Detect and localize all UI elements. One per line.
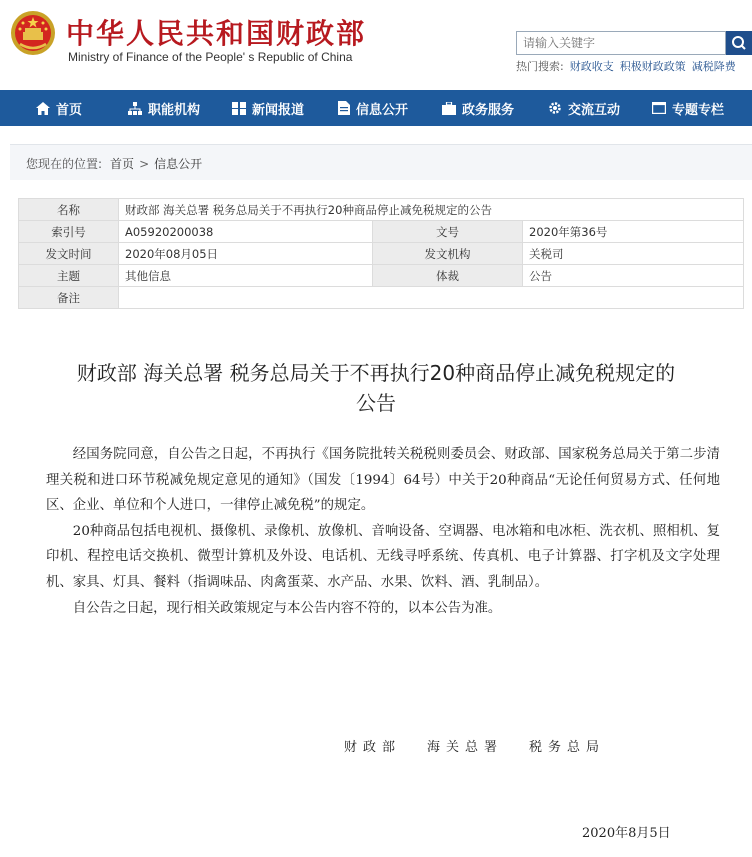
hot-search-label: 热门搜索: — [516, 60, 564, 73]
nav-item-label: 首页 — [56, 102, 83, 118]
nav-item-news[interactable] — [232, 90, 304, 126]
site-title[interactable]: 中华人民共和国财政部 — [66, 17, 367, 50]
search-icon — [726, 31, 752, 55]
signatory: 财政部 — [344, 740, 402, 755]
breadcrumb-prefix: 您现在的位置: — [26, 157, 103, 171]
nav-item-topics[interactable] — [652, 90, 724, 126]
breadcrumb — [26, 155, 202, 172]
article-paragraph: 20种商品包括电视机、摄像机、录像机、放像机、音响设备、空调器、电冰箱和电冰柜、洗衣机、照相机、复印机、程控电话交换机、微型计算机及外设、电话机、无线寻呼系统、传真机、电子计算器、打字机及文字处理机、家具、灯具、餐料（指调味品、肉禽蛋菜、水产品、水果、饮料、酒、乳制品）。 — [46, 523, 720, 590]
meta-label-topic: 主题 — [19, 265, 119, 287]
meta-value-name: 财政部 海关总署 税务总局关于不再执行20种商品停止减免税规定的公告 — [119, 199, 744, 221]
nav-item-interaction[interactable] — [548, 90, 620, 126]
meta-label-name: 名称 — [19, 199, 119, 221]
hot-search — [516, 59, 752, 75]
meta-label-doc-no: 文号 — [373, 221, 523, 243]
meta-label-date: 发文时间 — [19, 243, 119, 265]
table-row — [19, 265, 744, 287]
document-icon — [338, 101, 350, 115]
meta-value-genre: 公告 — [523, 265, 744, 287]
org-chart-icon — [128, 102, 142, 115]
breadcrumb-home-link[interactable]: 首页 — [110, 157, 135, 171]
home-icon — [36, 102, 50, 115]
window-icon — [652, 102, 666, 114]
nav-item-label: 专题专栏 — [672, 102, 725, 118]
meta-label-org: 发文机构 — [373, 243, 523, 265]
nav-item-label: 政务服务 — [462, 102, 515, 118]
meta-value-doc-no: 2020年第36号 — [523, 221, 744, 243]
hot-search-link[interactable]: 财政收支 — [569, 60, 614, 73]
nav-item-label: 新闻报道 — [252, 102, 305, 118]
nav-item-label: 职能机构 — [148, 102, 201, 118]
breadcrumb-bar — [10, 144, 752, 180]
briefcase-icon — [442, 102, 456, 115]
publish-date: 2020年8月5日 — [582, 826, 671, 841]
article-paragraph: 自公告之日起，现行相关政策规定与本公告内容不符的，以本公告为准。 — [72, 600, 502, 616]
meta-value-remark — [119, 287, 744, 309]
meta-label-index: 索引号 — [19, 221, 119, 243]
breadcrumb-separator: > — [139, 157, 150, 171]
hot-search-link[interactable]: 减税降费 — [691, 60, 736, 73]
meta-value-topic: 其他信息 — [119, 265, 373, 287]
article-title — [20, 358, 732, 418]
signatory: 税务总局 — [529, 740, 606, 755]
meta-label-remark: 备注 — [19, 287, 119, 309]
meta-label-genre: 体裁 — [373, 265, 523, 287]
signatory: 海关总署 — [427, 740, 504, 755]
site-subtitle: Ministry of Finance of the People' s Republic of China — [68, 50, 353, 64]
main-nav — [0, 90, 752, 126]
nav-item-info-public[interactable] — [338, 90, 408, 126]
nav-item-services[interactable] — [442, 90, 514, 126]
search-input[interactable] — [516, 31, 726, 55]
news-grid-icon — [232, 102, 246, 115]
meta-value-org: 关税司 — [523, 243, 744, 265]
national-emblem-icon[interactable] — [10, 10, 56, 56]
signatories — [344, 736, 631, 755]
breadcrumb-info-public-link[interactable]: 信息公开 — [154, 157, 203, 171]
site-header — [0, 0, 752, 90]
meta-value-date: 2020年08月05日 — [119, 243, 373, 265]
search-button[interactable] — [726, 31, 752, 55]
table-row — [19, 199, 744, 221]
hot-search-link[interactable]: 积极财政政策 — [619, 60, 686, 73]
article-paragraph: 经国务院同意，自公告之日起，不再执行《国务院批转关税税则委员会、财政部、国家税务总局关于第二步清理关税和进口环节税减免规定意见的通知》（国发〔1994〕64号）中关于20种商品“无论任何贸易方式、任何地区、企业、单位和个人进口，一律停止减免税”的规定。 — [46, 447, 720, 514]
table-row — [19, 243, 744, 265]
nav-item-functions[interactable] — [128, 90, 200, 126]
article-title-line: 财政部 海关总署 税务总局关于不再执行20种商品停止减免税规定的 — [76, 361, 676, 385]
gear-icon — [548, 101, 562, 115]
document-metadata-table — [18, 198, 744, 309]
nav-item-home[interactable] — [36, 90, 82, 126]
nav-item-label: 交流互动 — [568, 102, 621, 118]
table-row — [19, 287, 744, 309]
nav-item-label: 信息公开 — [356, 102, 409, 118]
article-body — [46, 442, 720, 621]
meta-value-index: A05920200038 — [119, 221, 373, 243]
table-row — [19, 221, 744, 243]
article-title-line: 公告 — [356, 391, 396, 415]
